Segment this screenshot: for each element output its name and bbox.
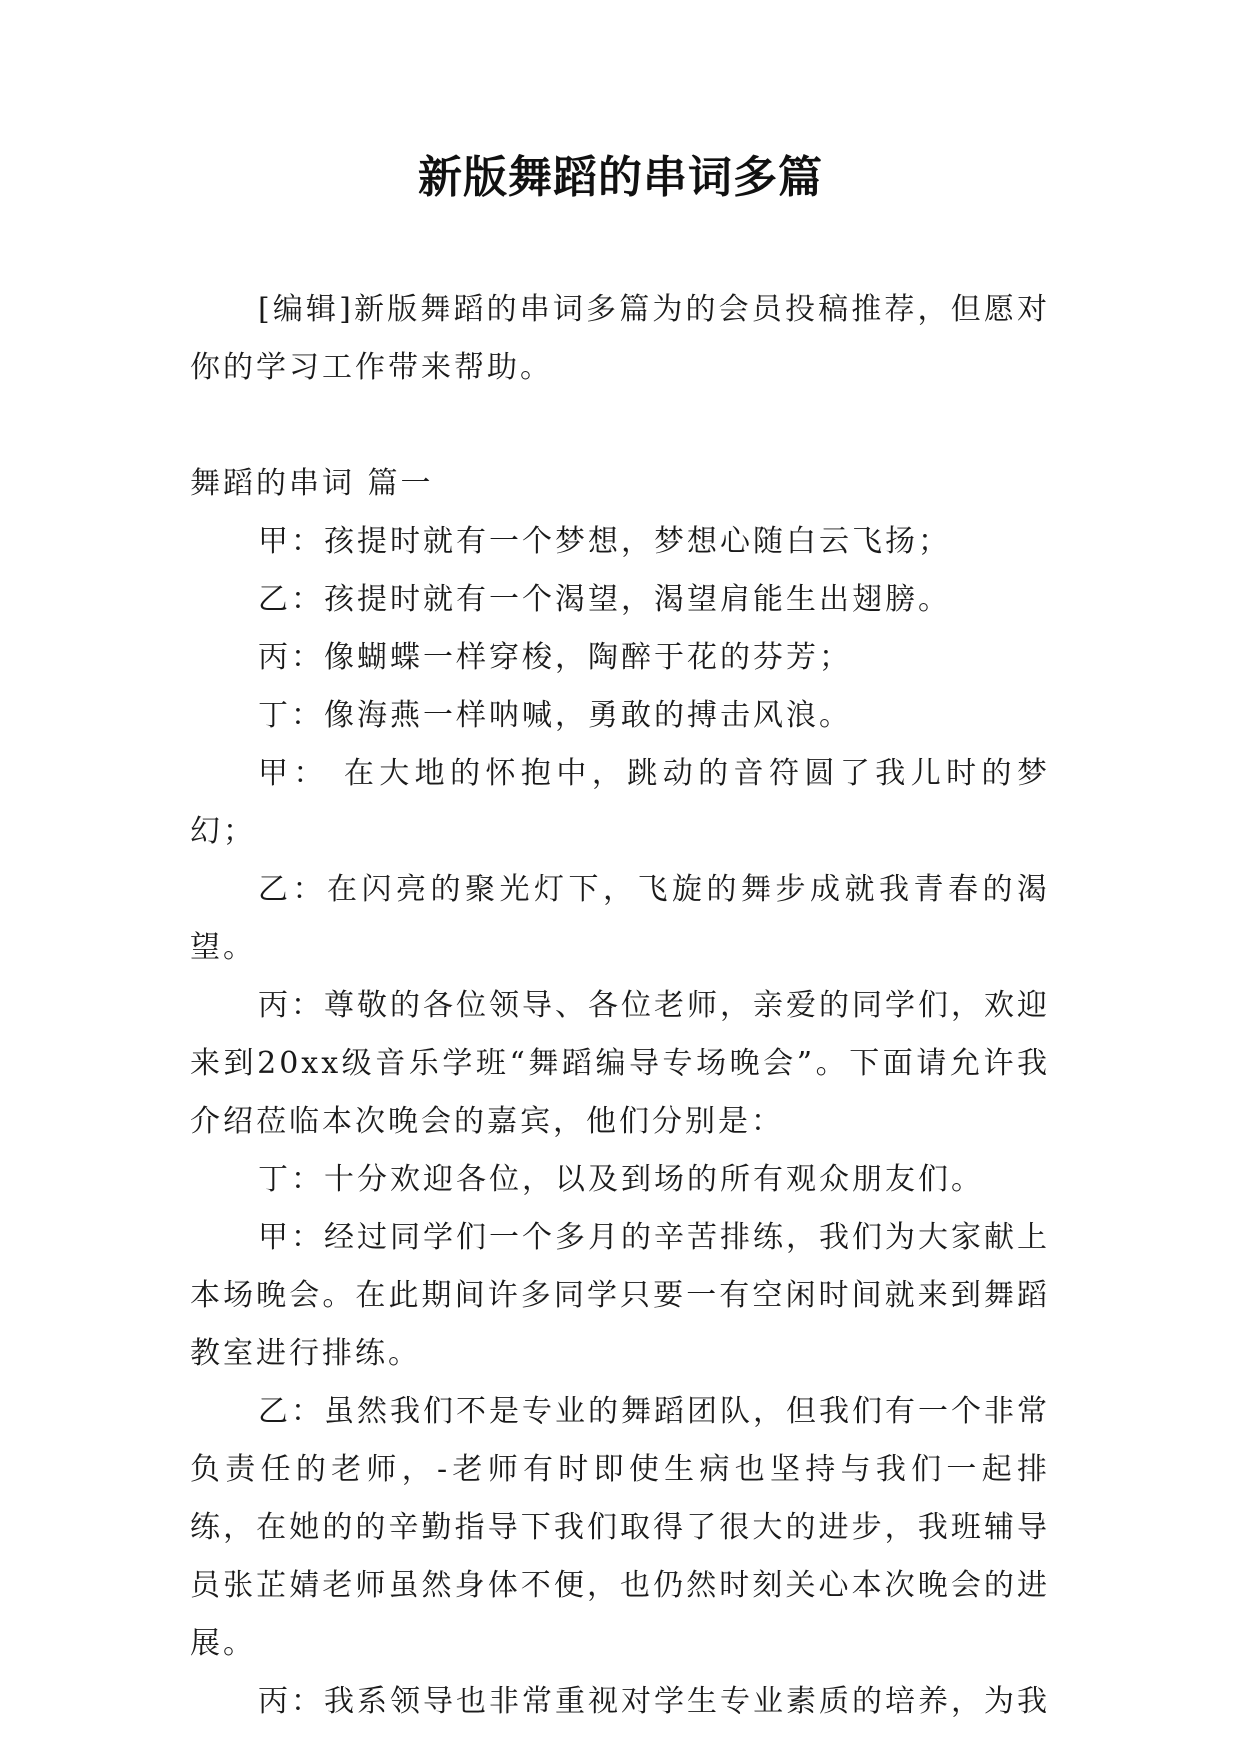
dialogue-line: 甲：经过同学们一个多月的辛苦排练，我们为大家献上本场晚会。在此期间许多同学只要一有空闲时间就来到舞蹈教室进行排练。 (190, 1220, 1050, 1371)
dialogue-line: 丁：十分欢迎各位，以及到场的所有观众朋友们。 (258, 1162, 984, 1197)
dialogue-line: 丙：像蝴蝶一样穿梭，陶醉于花的芬芳； (258, 640, 852, 675)
dialogue-line: 甲：孩提时就有一个梦想，梦想心随白云飞扬； (258, 524, 951, 559)
document-body (190, 281, 1050, 1731)
dialogue-line: 丙：我系领导也非常重视对学生专业素质的培养，为我 (258, 1684, 1050, 1719)
document-title: 新版舞蹈的串词多篇 (418, 152, 823, 203)
intro-paragraph: [编辑]新版舞蹈的串词多篇为的会员投稿推荐，但愿对你的学习工作带来帮助。 (190, 292, 1050, 385)
dialogue-line: 乙：孩提时就有一个渴望，渴望肩能生出翅膀。 (258, 582, 951, 617)
dialogue-line: 乙：虽然我们不是专业的舞蹈团队，但我们有一个非常负责任的老师，-老师有时即使生病也坚持与我们一起排练，在她的的辛勤指导下我们取得了很大的进步，我班辅导员张芷婧老师虽然身体不便，也仍然时刻关心本次晚会的进展。 (190, 1394, 1050, 1661)
section-heading: 舞蹈的串词 篇一 (190, 466, 434, 501)
dialogue-line: 乙：在闪亮的聚光灯下，飞旋的舞步成就我青春的渴望。 (190, 872, 1050, 965)
dialogue-line: 丙：尊敬的各位领导、各位老师，亲爱的同学们，欢迎来到20xx级音乐学班“舞蹈编导专场晚会”。下面请允许我介绍莅临本次晚会的嘉宾，他们分别是： (190, 988, 1050, 1139)
dialogue-line: 甲： 在大地的怀抱中，跳动的音符圆了我儿时的梦幻； (190, 756, 1050, 849)
dialogue-line: 丁：像海燕一样呐喊，勇敢的搏击风浪。 (258, 698, 852, 733)
